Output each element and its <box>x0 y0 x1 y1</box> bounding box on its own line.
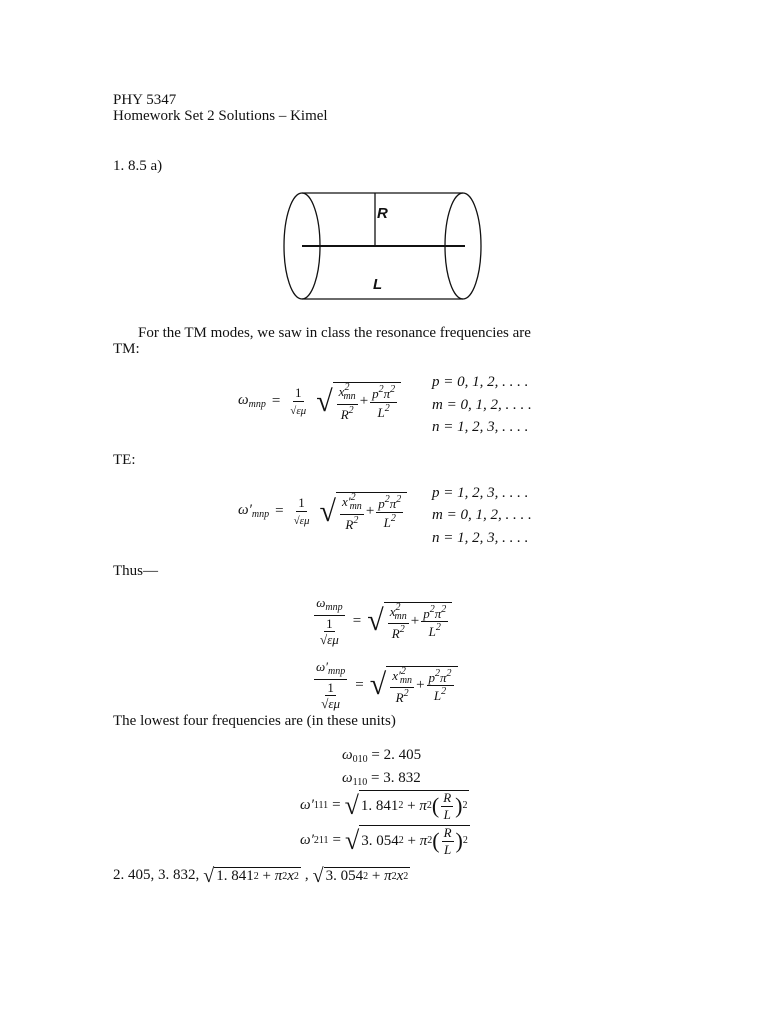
te-equation: $\omega'_{mnp}$ = $\frac{1}{√\varepsilon\mu}$ √ $\frac{x'^2_{mn}}{R^2}$ + $\frac{p^2\pi^2}{L^2}$ <box>238 492 407 531</box>
summary-values: 2. 405, 3. 832, <box>113 867 200 884</box>
te-m-condition: m = 0, 1, 2, . . . . <box>432 507 532 523</box>
summary-coefficient-1: 1. 841 <box>216 867 254 884</box>
thus-label: Thus— <box>113 563 158 579</box>
te-p-condition: p = 1, 2, 3, . . . . <box>432 485 529 501</box>
normalized-te-equation: $\frac{\omega'_{mnp}}{\frac{1}{√\varepsilon\mu}}$ = √ $\frac{x'^2_{mn}}{R^2}$ + $\frac{p^2\pi^2}{L^2}$ <box>312 660 458 711</box>
lowest-frequencies-intro: The lowest four frequencies are (in these units) <box>113 713 396 729</box>
omega-110-value: 3. 832 <box>383 770 421 786</box>
omega-211-coefficient: 3. 054 <box>361 832 399 849</box>
figure-label-l: L <box>373 276 383 293</box>
tm-label: TM: <box>113 341 140 357</box>
figure-label-r: R <box>377 205 388 222</box>
tm-p-condition: p = 0, 1, 2, . . . . <box>432 374 529 390</box>
omega-111: ω′ 111 = √ 1. 841 2 + π 2 ( $\frac{R}{L}$ ) 2 <box>300 790 468 822</box>
omega-010-index: 010 <box>352 754 368 765</box>
tm-n-condition: n = 1, 2, 3, . . . . <box>432 419 529 435</box>
omega-010: $\omega_{010} = 2$. 405 <box>342 747 422 765</box>
intro-text: For the TM modes, we saw in class the resonance frequencies are <box>138 325 531 341</box>
summary-coefficient-2: 3. 054 <box>325 867 364 884</box>
tm-m-condition: m = 0, 1, 2, . . . . <box>432 397 532 413</box>
document-title: Homework Set 2 Solutions – Kimel <box>113 108 328 124</box>
course-number: PHY 5347 <box>113 92 177 108</box>
omega-111-coefficient: 1. 841 <box>360 797 399 814</box>
te-label: TE: <box>113 452 136 468</box>
omega-110: $\omega_{110} = 3$. 832 <box>342 770 421 788</box>
te-n-condition: n = 1, 2, 3, . . . . <box>432 530 529 546</box>
tm-equation: $\omega_{mnp}$ = $\frac{1}{√\varepsilon\mu}$ √ $\frac{x^2_{mn}}{R^2}$ + $\frac{p^2\pi^2}{L^2}$ <box>238 382 401 421</box>
summary-line: 2. 405, 3. 832, √ 1. 841 2 + π 2 x 2 , √ 3. 054 2 + π 2 x 2 <box>113 865 409 887</box>
omega-110-index: 110 <box>352 777 368 788</box>
omega-111-index: 111 <box>313 799 329 811</box>
omega-211-index: 211 <box>313 834 329 846</box>
omega-211: ω′ 211 = √ 3. 054 2 + π 2 ( $\frac{R}{L}$ ) 2 <box>300 825 468 857</box>
omega-010-value: 2. 405 <box>383 747 422 763</box>
problem-label: 1. 8.5 a) <box>113 158 163 174</box>
normalized-tm-equation: $\frac{\omega_{mnp}}{\frac{1}{√\varepsilon\mu}}$ = √ $\frac{x^2_{mn}}{R^2}$ + $\frac{p^2\pi^2}{L^2}$ <box>312 596 452 647</box>
